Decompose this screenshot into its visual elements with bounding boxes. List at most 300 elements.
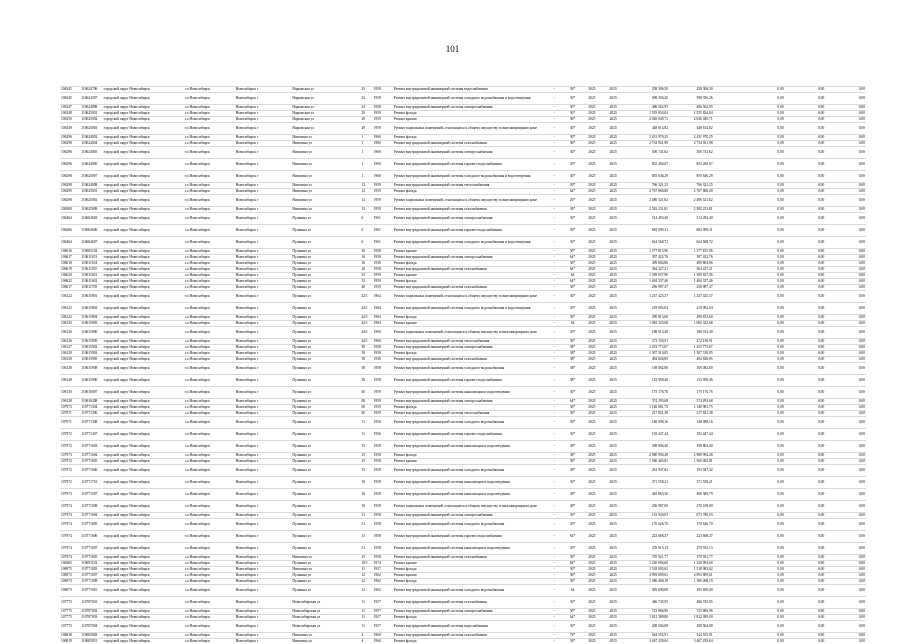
cell-year-start: 2025 xyxy=(582,597,602,609)
cell-house-number: 11 xyxy=(360,567,372,573)
cell-work-type: Ремонт фасада xyxy=(393,453,545,459)
cell-year-end: 2025 xyxy=(602,441,624,453)
cell-build-year: 1962 xyxy=(373,585,393,597)
cell-year-start: 2025 xyxy=(582,261,602,267)
cell-year-start: 2025 xyxy=(582,375,602,387)
cell-year-start: 2025 xyxy=(582,531,602,543)
cell-year-end: 2025 xyxy=(602,261,624,267)
cell-unit: - xyxy=(545,621,563,633)
cell-cost-zero-2: 0,00 xyxy=(785,183,826,189)
cell-cost-fund: 4 993 809,61 xyxy=(669,573,714,579)
cell-okrug: городской округ Новосибирск xyxy=(103,213,184,225)
cell-okrug: городской округ Новосибирск xyxy=(103,579,184,585)
cell-work-code: 110625001 xyxy=(80,111,102,117)
cell-cost-fund: 544 555,91 xyxy=(669,633,714,639)
cell-build-year: 1958 xyxy=(373,363,393,375)
cell-row-id: 106296 xyxy=(60,159,80,171)
cell-cost-zero-3: 0,00 xyxy=(825,585,866,597)
cell-cost-fund: 1 082 325,68 xyxy=(669,321,714,327)
cell-work-code: 110771007 xyxy=(80,573,102,579)
cell-cost-zero-1: 0,00 xyxy=(714,123,785,135)
table-row xyxy=(60,237,866,249)
cell-cost-fund: 723 866,96 xyxy=(669,609,714,615)
cell-cost-fund: 624 568,72 xyxy=(669,237,714,249)
cell-year-start: 2025 xyxy=(582,633,602,639)
cell-cost-fund: 1 386 468,19 xyxy=(669,579,714,585)
cell-house-number: 31 xyxy=(360,543,372,555)
cell-year-end: 2025 xyxy=(602,267,624,273)
cell-build-year: 1958 xyxy=(373,255,393,261)
cell-row-id: 107974 xyxy=(60,531,80,543)
cell-work-type: Ремонт внутридомовой инженерной системы канализации и водоотведения xyxy=(393,387,545,399)
cell-row-id: 106300 xyxy=(60,207,80,213)
cell-cost-zero-2: 0,00 xyxy=(785,579,826,585)
cell-cost-fund: 2 486 521,62 xyxy=(669,195,714,207)
cell-locality: г.о.Новосибирск xyxy=(184,171,235,183)
cell-street: Пушкина ул xyxy=(291,501,360,513)
cell-cost-zero-3: 0,00 xyxy=(825,615,866,621)
cell-house-number: 12 xyxy=(360,207,372,213)
cell-street: Пушкина ул xyxy=(291,255,360,261)
cell-cost-zero-2: 0,00 xyxy=(785,111,826,117)
cell-unit: - xyxy=(545,159,563,171)
cell-city: Новосибирск г xyxy=(235,597,292,609)
cell-work-code: 110611104 xyxy=(80,261,102,267)
cell-street: Нарымская ул xyxy=(291,117,360,123)
cell-okrug: городской округ Новосибирск xyxy=(103,135,184,141)
cell-cost-zero-1: 0,00 xyxy=(714,621,785,633)
cell-cost-zero-2: 0,00 xyxy=(785,273,826,279)
cell-share: 30* xyxy=(563,339,581,345)
cell-unit: - xyxy=(545,357,563,363)
cell-work-type: Ремонт фасада xyxy=(393,567,545,573)
cell-cost-zero-3: 0,00 xyxy=(825,609,866,615)
cell-unit: - xyxy=(545,105,563,111)
cell-work-type: Ремонт крыши xyxy=(393,249,545,255)
cell-work-code: 110605828 xyxy=(80,633,102,639)
cell-cost-zero-2: 0,00 xyxy=(785,159,826,171)
cell-cost-zero-1: 0,00 xyxy=(714,609,785,615)
cell-row-id: 106130 xyxy=(60,357,80,363)
cell-locality: г.о.Новосибирск xyxy=(184,453,235,459)
cell-cost-zero-1: 0,00 xyxy=(714,399,785,405)
cell-work-code: 110605831 xyxy=(80,639,102,644)
cell-locality: г.о.Новосибирск xyxy=(184,303,235,315)
cell-year-end: 2025 xyxy=(602,375,624,387)
cell-row-id: 106464 xyxy=(60,237,80,249)
cell-cost-total: 223 668,47 xyxy=(624,531,669,543)
cell-cost-fund: 2 582 231,81 xyxy=(669,207,714,213)
cell-cost-fund: 217 821,38 xyxy=(669,411,714,417)
cell-work-type: Ремонт внутридомовой инженерной системы горячего водоснабжения xyxy=(393,429,545,441)
cell-row-id: 107775 xyxy=(60,609,80,615)
cell-cost-total: 1 518 983,62 xyxy=(624,567,669,573)
cell-work-code: 110615802 xyxy=(80,303,102,315)
cell-year-end: 2025 xyxy=(602,339,624,345)
cell-house-number: 29 xyxy=(360,123,372,135)
cell-cost-fund: 3 467 239,64 xyxy=(669,639,714,644)
cell-cost-zero-3: 0,00 xyxy=(825,315,866,321)
cell-city: Новосибирск г xyxy=(235,615,292,621)
cell-work-type: Ремонт фасада xyxy=(393,405,545,411)
cell-work-type: Ремонт внутридомовой инженерной системы канализации и водоотведения xyxy=(393,543,545,555)
cell-locality: г.о.Новосибирск xyxy=(184,639,235,644)
cell-cost-zero-3: 0,00 xyxy=(825,459,866,465)
cell-locality: г.о.Новосибирск xyxy=(184,585,235,597)
cell-unit: - xyxy=(545,279,563,285)
cell-cost-fund: 486 562,95 xyxy=(669,105,714,111)
cell-year-end: 2025 xyxy=(602,477,624,489)
cell-city: Новосибирск г xyxy=(235,285,292,291)
cell-street: Пушкина ул xyxy=(291,489,360,501)
cell-cost-zero-1: 0,00 xyxy=(714,411,785,417)
cell-cost-zero-2: 0,00 xyxy=(785,531,826,543)
cell-house-number: 58 xyxy=(360,345,372,351)
cell-share: 30* xyxy=(563,141,581,147)
cell-year-start: 2025 xyxy=(582,609,602,615)
cell-year-end: 2025 xyxy=(602,513,624,519)
cell-cost-zero-3: 0,00 xyxy=(825,513,866,519)
cell-cost-fund: 1 404 337,46 xyxy=(669,279,714,285)
cell-locality: г.о.Новосибирск xyxy=(184,273,235,279)
cell-work-code: 110771602 xyxy=(80,441,102,453)
cell-cost-total: 466 745,95 xyxy=(624,597,669,609)
cell-street: Пушкина ул xyxy=(291,387,360,399)
cell-cost-zero-3: 0,00 xyxy=(825,429,866,441)
cell-house-number: 31 xyxy=(360,531,372,543)
cell-house-number: 11 xyxy=(360,609,372,615)
cell-build-year: 1957 xyxy=(373,621,393,633)
cell-city: Новосибирск г xyxy=(235,189,292,195)
cell-year-start: 2025 xyxy=(582,345,602,351)
cell-work-code: 110611602 xyxy=(80,279,102,285)
cell-cost-zero-2: 0,00 xyxy=(785,411,826,417)
cell-cost-total: 192 447,44 xyxy=(624,429,669,441)
cell-cost-zero-1: 0,00 xyxy=(714,345,785,351)
table-row xyxy=(60,171,866,183)
cell-year-end: 2025 xyxy=(602,519,624,531)
cell-share: 30* xyxy=(563,639,581,644)
cell-build-year: 1974 xyxy=(373,561,393,567)
cell-okrug: городской округ Новосибирск xyxy=(103,273,184,279)
cell-street: Пушкина ул xyxy=(291,345,360,351)
cell-cost-zero-2: 0,00 xyxy=(785,573,826,579)
cell-share: 30* xyxy=(563,573,581,579)
cell-house-number: 23 xyxy=(360,105,372,111)
cell-build-year: 1959 xyxy=(373,189,393,195)
cell-house-number: 44/1 xyxy=(360,327,372,339)
cell-cost-zero-1: 0,00 xyxy=(714,531,785,543)
cell-cost-zero-2: 0,00 xyxy=(785,189,826,195)
cell-share: 30* xyxy=(563,555,581,561)
cell-year-end: 2025 xyxy=(602,273,624,279)
cell-okrug: городской округ Новосибирск xyxy=(103,327,184,339)
cell-city: Новосибирск г xyxy=(235,477,292,489)
cell-okrug: городской округ Новосибирск xyxy=(103,123,184,135)
cell-street: Пушкина ул xyxy=(291,267,360,273)
cell-city: Новосибирск г xyxy=(235,453,292,459)
cell-cost-zero-3: 0,00 xyxy=(825,225,866,237)
cell-okrug: городской округ Новосибирск xyxy=(103,291,184,303)
cell-work-type: Ремонт фасада xyxy=(393,111,545,117)
cell-year-start: 2025 xyxy=(582,615,602,621)
cell-house-number: 16 xyxy=(360,261,372,267)
cell-unit: - xyxy=(545,561,563,567)
cell-house-number: 42/1 xyxy=(360,321,372,327)
cell-cost-zero-2: 0,00 xyxy=(785,615,826,621)
cell-locality: г.о.Новосибирск xyxy=(184,567,235,573)
cell-cost-zero-3: 0,00 xyxy=(825,117,866,123)
cell-share: 30* xyxy=(563,237,581,249)
cell-street: Пушкина ул xyxy=(291,213,360,225)
cell-work-type: Ремонт фасада xyxy=(393,615,545,621)
cell-row-id: 106128 xyxy=(60,363,80,375)
cell-city: Новосибирск г xyxy=(235,465,292,477)
cell-okrug: городской округ Новосибирск xyxy=(103,87,184,93)
cell-year-start: 2025 xyxy=(582,501,602,513)
cell-cost-zero-3: 0,00 xyxy=(825,405,866,411)
cell-work-code: 110771307 xyxy=(80,429,102,441)
cell-cost-fund: 305 690,00 xyxy=(669,585,714,597)
cell-year-start: 2025 xyxy=(582,429,602,441)
cell-share: 64* xyxy=(563,189,581,195)
table-row xyxy=(60,291,866,303)
cell-cost-fund: 1 377 815,96 xyxy=(669,249,714,255)
cell-cost-total: 374 293,68 xyxy=(624,399,669,405)
cell-cost-zero-3: 0,00 xyxy=(825,255,866,261)
cell-work-code: 110771701 xyxy=(80,477,102,489)
cell-year-end: 2025 xyxy=(602,207,624,213)
cell-city: Новосибирск г xyxy=(235,621,292,633)
cell-house-number: 12 xyxy=(360,183,372,189)
cell-cost-zero-1: 0,00 xyxy=(714,489,785,501)
cell-year-start: 2025 xyxy=(582,417,602,429)
cell-city: Новосибирск г xyxy=(235,405,292,411)
cell-cost-total: 494 826,85 xyxy=(624,357,669,363)
cell-cost-zero-3: 0,00 xyxy=(825,363,866,375)
cell-cost-zero-3: 0,00 xyxy=(825,465,866,477)
table-row xyxy=(60,147,866,159)
cell-unit: - xyxy=(545,303,563,315)
cell-year-start: 2025 xyxy=(582,237,602,249)
cell-cost-zero-1: 0,00 xyxy=(714,615,785,621)
cell-cost-zero-1: 0,00 xyxy=(714,249,785,255)
cell-cost-zero-3: 0,00 xyxy=(825,237,866,249)
cell-street: Нарымская ул xyxy=(291,111,360,117)
cell-unit: - xyxy=(545,249,563,255)
cell-share: 30* xyxy=(563,249,581,255)
cell-work-code: 110787003 xyxy=(80,615,102,621)
cell-year-end: 2025 xyxy=(602,555,624,561)
cell-work-type: Ремонт фасада xyxy=(393,189,545,195)
cell-work-code: 110771010 xyxy=(80,585,102,597)
cell-unit: - xyxy=(545,363,563,375)
cell-work-code: 110771308 xyxy=(80,417,102,429)
cell-year-start: 2025 xyxy=(582,213,602,225)
cell-cost-total: 514 493,40 xyxy=(624,213,669,225)
cell-locality: г.о.Новосибирск xyxy=(184,633,235,639)
cell-work-type: Ремонт подвальных помещений, относящихся к общему имуществу в многоквартирном доме xyxy=(393,291,545,303)
cell-cost-total: 208 504,08 xyxy=(624,621,669,633)
cell-street: Новосибирская ул xyxy=(291,597,360,609)
cell-row-id: 106298 xyxy=(60,171,80,183)
cell-street: Пушкина ул xyxy=(291,225,360,237)
cell-cost-zero-3: 0,00 xyxy=(825,561,866,567)
cell-year-start: 2025 xyxy=(582,561,602,567)
table-row xyxy=(60,465,866,477)
cell-cost-zero-3: 0,00 xyxy=(825,285,866,291)
cell-build-year: 1962 xyxy=(373,573,393,579)
cell-cost-total: 1 220 094,60 xyxy=(624,561,669,567)
cell-house-number: 1 xyxy=(360,135,372,141)
cell-cost-total: 598 356,26 xyxy=(624,93,669,105)
cell-unit: - xyxy=(545,465,563,477)
cell-build-year: 1961 xyxy=(373,225,393,237)
registry-sheet xyxy=(60,86,866,644)
cell-cost-zero-1: 0,00 xyxy=(714,417,785,429)
cell-cost-total: 261 947,82 xyxy=(624,465,669,477)
cell-cost-zero-2: 0,00 xyxy=(785,477,826,489)
cell-cost-total: 1 555 834,04 xyxy=(624,111,669,117)
cell-cost-zero-3: 0,00 xyxy=(825,411,866,417)
cell-row-id: 106126 xyxy=(60,339,80,345)
cell-unit: - xyxy=(545,147,563,159)
cell-year-start: 2025 xyxy=(582,105,602,111)
cell-street: Никитина ул xyxy=(291,141,360,147)
cell-street: Никитина ул xyxy=(291,183,360,189)
cell-work-code: 110771605 xyxy=(80,555,102,561)
registry-rows xyxy=(60,87,866,644)
cell-work-code: 110624005 xyxy=(80,147,102,159)
cell-house-number: 16 xyxy=(360,477,372,489)
cell-cost-zero-1: 0,00 xyxy=(714,225,785,237)
cell-house-number: 58 xyxy=(360,357,372,363)
cell-share: 64* xyxy=(563,399,581,405)
cell-row-id: 107974 xyxy=(60,519,80,531)
cell-city: Новосибирск г xyxy=(235,345,292,351)
cell-cost-fund: 1 237 425,37 xyxy=(669,291,714,303)
cell-year-start: 2025 xyxy=(582,189,602,195)
cell-work-type: Ремонт внутридомовой инженерной системы водоснабжения xyxy=(393,87,545,93)
cell-row-id: 106973 xyxy=(60,573,80,579)
cell-build-year: 1956 xyxy=(373,429,393,441)
cell-city: Новосибирск г xyxy=(235,321,292,327)
cell-cost-zero-2: 0,00 xyxy=(785,237,826,249)
cell-build-year: 1958 xyxy=(373,261,393,267)
cell-work-code: 110771605 xyxy=(80,519,102,531)
cell-house-number: 40 xyxy=(360,285,372,291)
cell-street: Пушкина ул xyxy=(291,441,360,453)
cell-share: 38* xyxy=(563,351,581,357)
cell-cost-fund: 1 560 465,81 xyxy=(669,459,714,465)
cell-house-number: 29 xyxy=(360,117,372,123)
cell-locality: г.о.Новосибирск xyxy=(184,249,235,255)
cell-unit: - xyxy=(545,93,563,105)
cell-cost-zero-3: 0,00 xyxy=(825,345,866,351)
cell-house-number: 15 xyxy=(360,465,372,477)
table-row xyxy=(60,501,866,513)
cell-city: Новосибирск г xyxy=(235,639,292,644)
cell-build-year: 1958 xyxy=(373,459,393,465)
cell-street: Пушкина ул xyxy=(291,561,360,567)
cell-share: 30* xyxy=(563,123,581,135)
cell-work-code: 110625002 xyxy=(80,195,102,207)
cell-share: 64* xyxy=(563,255,581,261)
cell-locality: г.о.Новосибирск xyxy=(184,87,235,93)
cell-city: Новосибирск г xyxy=(235,255,292,261)
cell-cost-zero-3: 0,00 xyxy=(825,633,866,639)
cell-work-code: 110604606 xyxy=(80,225,102,237)
cell-cost-fund: 258 306,50 xyxy=(669,87,714,93)
cell-house-number: 15 xyxy=(360,441,372,453)
cell-street: Новосибирская ул xyxy=(291,609,360,615)
cell-share: 30* xyxy=(563,579,581,585)
cell-cost-total: 2 431 970,25 xyxy=(624,135,669,141)
cell-share: 30* xyxy=(563,117,581,123)
cell-street: Пушкина ул xyxy=(291,273,360,279)
cell-cost-total: 1 812 389,00 xyxy=(624,615,669,621)
cell-cost-zero-1: 0,00 xyxy=(714,105,785,111)
cell-cost-zero-2: 0,00 xyxy=(785,609,826,615)
cell-house-number: 1 xyxy=(360,147,372,159)
cell-cost-zero-2: 0,00 xyxy=(785,459,826,465)
cell-cost-zero-3: 0,00 xyxy=(825,573,866,579)
cell-house-number: 12 xyxy=(360,189,372,195)
cell-locality: г.о.Новосибирск xyxy=(184,417,235,429)
cell-work-code: 110625003 xyxy=(80,123,102,135)
cell-unit: - xyxy=(545,171,563,183)
cell-build-year: 1958 xyxy=(373,501,393,513)
cell-cost-fund: 1 307 310,05 xyxy=(669,351,714,357)
cell-city: Новосибирск г xyxy=(235,237,292,249)
cell-okrug: городской округ Новосибирск xyxy=(103,117,184,123)
cell-year-end: 2025 xyxy=(602,459,624,465)
cell-work-type: Ремонт внутридомовой инженерной системы холодного водоснабжения xyxy=(393,465,545,477)
cell-street: Пушкина ул xyxy=(291,261,360,267)
table-row xyxy=(60,159,866,171)
cell-street: Новосибирская ул xyxy=(291,615,360,621)
cell-cost-zero-1: 0,00 xyxy=(714,303,785,315)
cell-row-id: 106818 xyxy=(60,633,80,639)
cell-house-number: 12 xyxy=(360,195,372,207)
cell-cost-fund: 398 804,40 xyxy=(669,441,714,453)
cell-cost-fund: 2 980 994,28 xyxy=(669,453,714,459)
cell-work-code: 110605102 xyxy=(80,249,102,255)
cell-street: Никитина ул xyxy=(291,147,360,159)
cell-house-number: 42/1 xyxy=(360,303,372,315)
table-row xyxy=(60,429,866,441)
cell-cost-zero-2: 0,00 xyxy=(785,105,826,111)
cell-build-year: 1961 xyxy=(373,237,393,249)
cell-row-id: 106819 xyxy=(60,639,80,644)
cell-cost-fund: 1 309 657,96 xyxy=(669,273,714,279)
cell-locality: г.о.Новосибирск xyxy=(184,135,235,141)
cell-cost-zero-2: 0,00 xyxy=(785,261,826,267)
cell-work-code: 110615806 xyxy=(80,327,102,339)
cell-okrug: городской округ Новосибирск xyxy=(103,357,184,363)
cell-work-type: Ремонт крыши xyxy=(393,273,545,279)
cell-unit: - xyxy=(545,531,563,543)
cell-city: Новосибирск г xyxy=(235,489,292,501)
cell-locality: г.о.Новосибирск xyxy=(184,159,235,171)
cell-build-year: 1959 xyxy=(373,207,393,213)
cell-house-number: 11 xyxy=(360,597,372,609)
cell-unit: - xyxy=(545,123,563,135)
cell-cost-zero-3: 0,00 xyxy=(825,477,866,489)
cell-unit: - xyxy=(545,411,563,417)
cell-work-code: 110611103 xyxy=(80,255,102,261)
cell-cost-zero-3: 0,00 xyxy=(825,195,866,207)
